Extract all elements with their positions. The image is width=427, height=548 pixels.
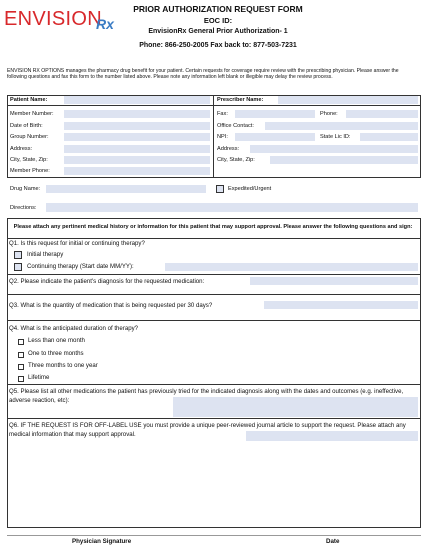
q4-option-2-checkbox[interactable] [18, 352, 24, 358]
q3-text: Q3. What is the quantity of medication that is being requested per 30 days? [9, 302, 213, 309]
q4-option-2-label: One to three months [28, 350, 84, 357]
expedited-label: Expedited/Urgent [228, 186, 272, 192]
prescriber-fax-field[interactable] [235, 110, 315, 118]
office-contact-field[interactable] [265, 122, 418, 130]
note-divider [7, 238, 421, 239]
q6-text: Q6. IF THE REQUEST IS FOR OFF-LABEL USE you must provide a unique peer-reviewed journal article to support the request. Please attach any medical information that may support approval. [9, 422, 406, 438]
drug-name-label: Drug Name: [10, 186, 41, 192]
q4-option-1-checkbox[interactable] [18, 339, 24, 345]
prescriber-city-field[interactable] [270, 156, 418, 164]
state-lic-label: State Lic ID: [320, 134, 351, 140]
q4-option-4-checkbox[interactable] [18, 376, 24, 382]
state-lic-field[interactable] [360, 133, 418, 141]
panel-divider [7, 105, 421, 106]
dob-label: Date of Birth: [10, 123, 43, 129]
expedited-checkbox[interactable] [216, 185, 224, 193]
q5-divider [7, 418, 421, 419]
q5-medications-field[interactable] [173, 397, 418, 417]
directions-field[interactable] [46, 203, 418, 212]
patient-address-field[interactable] [64, 145, 210, 153]
q3-quantity-field[interactable] [264, 301, 418, 309]
q1-continuing-checkbox[interactable] [14, 263, 22, 271]
group-number-label: Group Number: [10, 134, 49, 140]
signature-line [7, 535, 421, 536]
patient-name-label: Patient Name: [10, 97, 48, 103]
physician-signature-label: Physician Signature [72, 538, 132, 545]
q4-divider [7, 384, 421, 385]
q2-text: Q2. Please indicate the patient's diagnosis for the requested medication: [9, 278, 205, 285]
patient-address-label: Address: [10, 146, 33, 152]
q1-continuing-label: Continuing therapy (Start date MM/YY): [27, 263, 134, 270]
q2-diagnosis-field[interactable] [250, 277, 418, 285]
group-number-field[interactable] [64, 133, 210, 141]
panel-column-divider [213, 95, 214, 178]
prescriber-address-field[interactable] [250, 145, 418, 153]
q6-supporting-info-field[interactable] [246, 431, 418, 441]
directions-label: Directions: [10, 205, 37, 211]
q5-text: Q5. Please list all other medications the patient has previously tried for the indicated diagnosis along with the dates and outcomes (e.g. ineffective, adverse reaction, etc): [9, 388, 404, 404]
q1-initial-label: Initial therapy [27, 251, 64, 258]
prescriber-name-label: Prescriber Name: [217, 97, 264, 103]
date-label: Date [326, 538, 340, 545]
patient-city-field[interactable] [64, 156, 210, 164]
office-contact-label: Office Contact: [217, 123, 254, 129]
q2-divider [7, 294, 421, 295]
npi-label: NPI: [217, 134, 228, 140]
dob-field[interactable] [64, 122, 210, 130]
form-subtitle: EnvisionRx General Prior Authorization- 1 [148, 28, 288, 35]
member-number-label: Member Number: [10, 111, 54, 117]
eoc-id-label: EOC ID: [203, 16, 233, 25]
patient-name-field[interactable] [64, 96, 210, 104]
prescriber-phone-label: Phone: [320, 111, 338, 117]
intro-paragraph: ENVISION RX OPTIONS manages the pharmacy drug benefit for your patient. Certain requests for coverage require review with the prescribing physician. Please answer the following questions and fax this form to the number listed above. Please note any information left blank or illegible may delay the review process. [7, 68, 399, 81]
contact-phone-fax: Phone: 866-250-2005 Fax back to: 877-503-7231 [139, 42, 297, 49]
prescriber-address-label: Address: [217, 146, 240, 152]
prescriber-fax-label: Fax: [217, 111, 228, 117]
q4-option-4-label: Lifetime [28, 374, 50, 381]
attach-instructions: Please attach any pertinent medical history or information for this patient that may support approval. Please answer the following questions and sign: [13, 224, 413, 230]
prescriber-name-field[interactable] [278, 96, 418, 104]
envisionrx-logo [4, 8, 114, 38]
q4-text: Q4. What is the anticipated duration of therapy? [9, 325, 139, 332]
member-number-field[interactable] [64, 110, 210, 118]
q4-option-1-label: Less than one month [28, 337, 85, 344]
prescriber-phone-field[interactable] [346, 110, 418, 118]
q3-divider [7, 320, 421, 321]
q1-initial-checkbox[interactable] [14, 251, 22, 259]
logo-rx-mark: Rx [96, 16, 114, 32]
form-title: PRIOR AUTHORIZATION REQUEST FORM [133, 4, 303, 14]
q1-start-date-field[interactable] [165, 263, 418, 271]
drug-name-field[interactable] [46, 185, 206, 193]
logo-text: ENVISION [4, 8, 102, 30]
patient-city-label: City, State, Zip: [10, 157, 48, 163]
npi-field[interactable] [235, 133, 315, 141]
q4-option-3-label: Three months to one year [28, 362, 98, 369]
q1-divider [7, 274, 421, 275]
q4-option-3-checkbox[interactable] [18, 364, 24, 370]
prescriber-city-label: City, State, Zip: [217, 157, 255, 163]
q1-text: Q1. Is this request for initial or continuing therapy? [9, 240, 145, 247]
member-phone-field[interactable] [64, 167, 210, 175]
member-phone-label: Member Phone: [10, 168, 50, 174]
